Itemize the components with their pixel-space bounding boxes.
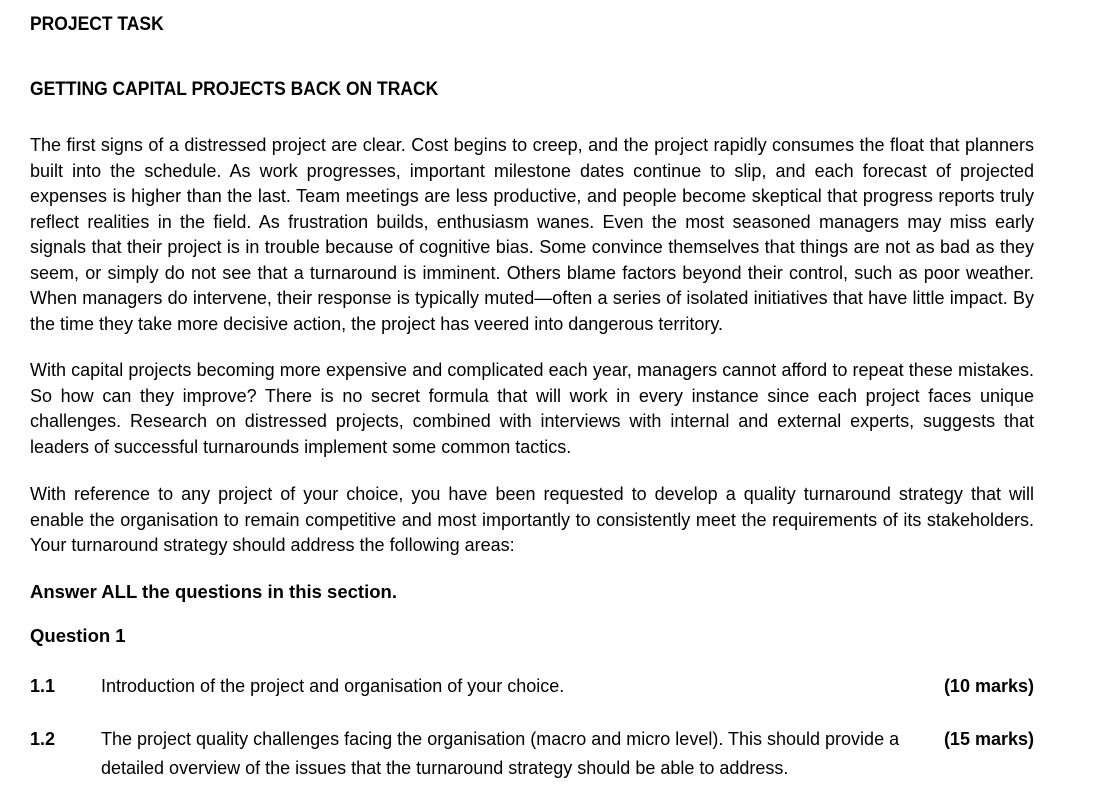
question-number: 1.1	[30, 676, 56, 696]
paragraph-task: With reference to any project of your choice, you have been requested to develop a quality turnaround strategy that will enable the organisation to remain competitive and most importantly to consistently meet the requirements of its stakeholders. Your turnaround strategy should address the following areas:	[30, 484, 1034, 555]
question-marks: (10 marks)	[943, 676, 1034, 696]
page-title: PROJECT TASK	[30, 14, 164, 35]
question-text: The project quality challenges facing the organisation (macro and micro level). This should provide a detailed overview of the issues that the turnaround strategy should be able to address.	[101, 729, 900, 778]
paragraph-context: With capital projects becoming more expensive and complicated each year, managers cannot afford to repeat these mistakes. So how can they improve? There is no secret formula that will work in every instance since each project faces unique challenges. Research on distressed projects, combined with interviews with internal and external experts, suggests that leaders of successful turnarounds implement some common tactics.	[30, 360, 1034, 457]
question-text: Introduction of the project and organisation of your choice.	[101, 676, 565, 696]
question-heading: Question 1	[30, 625, 126, 646]
section-title: GETTING CAPITAL PROJECTS BACK ON TRACK	[30, 79, 439, 100]
question-marks: (15 marks)	[943, 729, 1034, 749]
instruction-text: Answer ALL the questions in this section.	[30, 581, 397, 602]
paragraph-intro: The first signs of a distressed project are clear. Cost begins to creep, and the project rapidly consumes the float that planners built into the schedule. As work progresses, important milestone dates continue to slip, and each forecast of projected expenses is higher than the last. Team meetings are less productive, and people become skeptical that progress reports truly reflect realities in the field. As frustration builds, enthusiasm wanes. Even the most seasoned managers may miss early signals that their project is in trouble because of cognitive bias. Some convince themselves that things are not as bad as they seem, or simply do not see that a turnaround is imminent. Others blame factors beyond their control, such as poor weather. When managers do intervene, their response is typically muted—often a series of isolated initiatives that have little impact. By the time they take more decisive action, the project has veered into dangerous territory.	[30, 135, 1034, 334]
question-number: 1.2	[30, 729, 56, 749]
